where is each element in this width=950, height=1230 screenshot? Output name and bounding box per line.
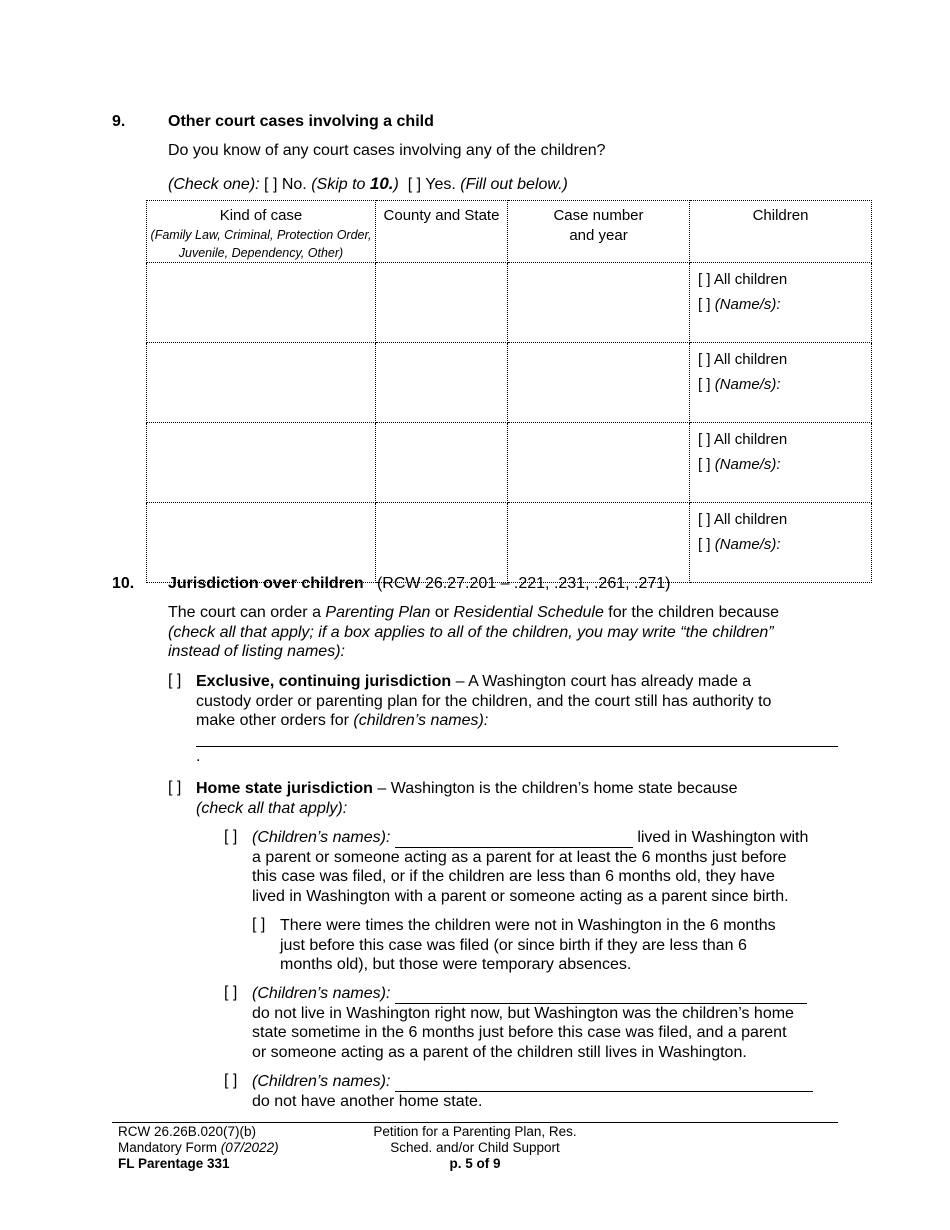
kind-cell[interactable] — [147, 263, 376, 343]
skip-to-suffix: ) — [393, 176, 399, 193]
all-children-label: All children — [713, 351, 788, 368]
kind-cell[interactable] — [147, 423, 376, 503]
header-case-number: Case number and year — [508, 201, 690, 263]
footer-left — [118, 1124, 279, 1172]
home-state-block — [196, 779, 856, 818]
case-number-cell[interactable] — [508, 263, 690, 343]
home-opt2-line4: or someone acting as a parent of the children still lives in Washington. — [252, 1043, 747, 1061]
header-county-state: County and State — [376, 201, 508, 263]
county-cell[interactable] — [376, 343, 508, 423]
exclusive-line2: custody order or parenting plan for the children, and the court still has authority to — [196, 692, 772, 710]
section-10-number: 10. — [112, 575, 135, 592]
all-children-label: All children — [713, 511, 788, 528]
names-checkbox[interactable]: [ ] — [698, 536, 711, 553]
children-cell — [690, 503, 872, 583]
header-kind-label: Kind of case — [219, 207, 303, 224]
court-cases-table — [146, 200, 872, 583]
home-opt3-block — [252, 1072, 852, 1111]
home-opt3-names-field[interactable] — [395, 1075, 813, 1092]
home-opt1-line4: lived in Washington with a parent or someone acting as a parent since birth. — [252, 887, 789, 905]
exclusive-line3: make other orders for — [196, 712, 354, 729]
names-label: (Name/s): — [714, 296, 781, 313]
home-opt1-label: (Children’s names): — [252, 829, 391, 846]
footer-rcw: RCW 26.26B.020(7)(b) — [118, 1124, 257, 1139]
section-10-intro — [168, 603, 848, 662]
home-opt1-checkbox[interactable]: [ ] — [224, 828, 238, 845]
check-one-label: (Check one): — [168, 176, 260, 193]
kind-cell[interactable] — [147, 503, 376, 583]
footer-mandatory: Mandatory Form — [118, 1140, 221, 1155]
section-10-heading — [168, 575, 670, 593]
all-children-checkbox[interactable]: [ ] — [698, 271, 711, 288]
table-row — [147, 263, 872, 343]
intro-instructions-2: instead of listing names): — [168, 643, 345, 660]
county-cell[interactable] — [376, 263, 508, 343]
temporary-absence-line3: months old), but those were temporary absences. — [280, 956, 632, 973]
section-9-number: 9. — [112, 113, 126, 130]
home-opt1-after: lived in Washington with — [632, 829, 809, 846]
all-children-checkbox[interactable]: [ ] — [698, 511, 711, 528]
exclusive-names-label: (children’s names): — [353, 712, 489, 729]
intro-text: The court can order a — [168, 604, 326, 621]
exclusive-checkbox[interactable]: [ ] — [168, 672, 182, 689]
home-state-line2: (check all that apply): — [196, 799, 348, 817]
exclusive-title: Exclusive, continuing jurisdiction — [196, 673, 452, 690]
home-opt3-checkbox[interactable]: [ ] — [224, 1072, 238, 1089]
names-checkbox[interactable]: [ ] — [698, 456, 711, 473]
exclusive-jurisdiction-block — [196, 672, 856, 731]
footer-page-number: p. 5 of 9 — [449, 1156, 501, 1171]
table-row — [147, 423, 872, 503]
intro-parenting-plan: Parenting Plan — [325, 604, 431, 621]
case-number-cell[interactable] — [508, 423, 690, 503]
home-opt2-checkbox[interactable]: [ ] — [224, 984, 238, 1001]
case-number-cell[interactable] — [508, 503, 690, 583]
section-9-question: Do you know of any court cases involving any of the children? — [168, 142, 606, 159]
home-state-line1: – Washington is the children’s home state because — [372, 780, 738, 797]
skip-to-prefix: (Skip to — [311, 176, 370, 193]
no-label: No. — [281, 176, 307, 193]
header-kind-of-case — [147, 201, 376, 263]
header-kind-subtitle: (Family Law, Criminal, Protection Order, Juvenile, Dependency, Other) — [150, 228, 372, 260]
home-opt1-block — [252, 828, 852, 906]
temporary-absence-block — [280, 916, 850, 975]
home-state-title: Home state jurisdiction — [196, 780, 373, 797]
temporary-absence-checkbox[interactable]: [ ] — [252, 916, 266, 933]
home-opt1-line3: this case was filed, or if the children are less than 6 months old, they have — [252, 868, 775, 885]
home-opt2-line3: state sometime in the 6 months just before this case was filed, and a parent — [252, 1024, 787, 1041]
children-cell — [690, 423, 872, 503]
exclusive-names-field[interactable] — [196, 746, 838, 747]
home-opt2-block — [252, 984, 852, 1062]
temporary-absence-line1: There were times the children were not in Washington in the 6 months — [280, 917, 776, 934]
exclusive-period: . — [196, 748, 201, 765]
all-children-label: All children — [713, 271, 788, 288]
temporary-absence-line2: just before this case was filed (or since birth if they are less than 6 — [280, 936, 747, 954]
names-label: (Name/s): — [714, 536, 781, 553]
names-label: (Name/s): — [714, 456, 781, 473]
exclusive-line1: – A Washington court has already made a — [451, 673, 752, 690]
all-children-checkbox[interactable]: [ ] — [698, 431, 711, 448]
intro-residential-schedule: Residential Schedule — [453, 604, 604, 621]
home-opt1-line2: a parent or someone acting as a parent for at least the 6 months just before — [252, 848, 787, 866]
home-state-checkbox[interactable]: [ ] — [168, 779, 182, 796]
all-children-checkbox[interactable]: [ ] — [698, 351, 711, 368]
table-row — [147, 343, 872, 423]
intro-text-end: for the children because — [603, 604, 780, 621]
home-opt1-names-field[interactable] — [395, 831, 633, 848]
names-label: (Name/s): — [714, 376, 781, 393]
intro-or: or — [430, 604, 454, 621]
table-row — [147, 503, 872, 583]
skip-to-number: 10. — [369, 174, 394, 193]
intro-instructions-1: (check all that apply; if a box applies to all of the children, you may write “the children” — [168, 623, 774, 641]
section-9-title: Other court cases involving a child — [168, 113, 434, 130]
home-opt2-label: (Children’s names): — [252, 985, 391, 1002]
footer-title-line1: Petition for a Parenting Plan, Res. — [373, 1124, 577, 1139]
home-opt3-line2: do not have another home state. — [252, 1092, 483, 1110]
county-cell[interactable] — [376, 423, 508, 503]
home-opt2-line2: do not live in Washington right now, but Washington was the children’s home — [252, 1004, 794, 1022]
all-children-label: All children — [713, 431, 788, 448]
home-opt3-label: (Children’s names): — [252, 1073, 391, 1090]
section-9-check-one-line — [168, 174, 568, 194]
footer-title-line2: Sched. and/or Child Support — [390, 1140, 560, 1155]
footer-form-id: FL Parentage 331 — [118, 1156, 230, 1171]
yes-label: Yes. — [425, 176, 456, 193]
yes-checkbox[interactable]: [ ] — [407, 176, 422, 193]
children-cell — [690, 263, 872, 343]
county-cell[interactable] — [376, 503, 508, 583]
footer-form-date: (07/2022) — [220, 1140, 279, 1155]
footer-center — [330, 1124, 620, 1172]
kind-cell[interactable] — [147, 343, 376, 423]
fill-out-label: (Fill out below.) — [460, 176, 568, 193]
footer-divider — [112, 1122, 838, 1123]
section-10-title: Jurisdiction over children — [168, 575, 364, 592]
section-10-rcw: (RCW 26.27.201 – .221, .231, .261, .271) — [376, 575, 671, 592]
names-checkbox[interactable]: [ ] — [698, 376, 711, 393]
names-checkbox[interactable]: [ ] — [698, 296, 711, 313]
case-number-cell[interactable] — [508, 343, 690, 423]
no-checkbox[interactable]: [ ] — [264, 176, 278, 193]
header-children: Children — [690, 201, 872, 263]
children-cell — [690, 343, 872, 423]
home-opt2-names-field[interactable] — [395, 987, 807, 1004]
table-header-row — [147, 201, 872, 263]
